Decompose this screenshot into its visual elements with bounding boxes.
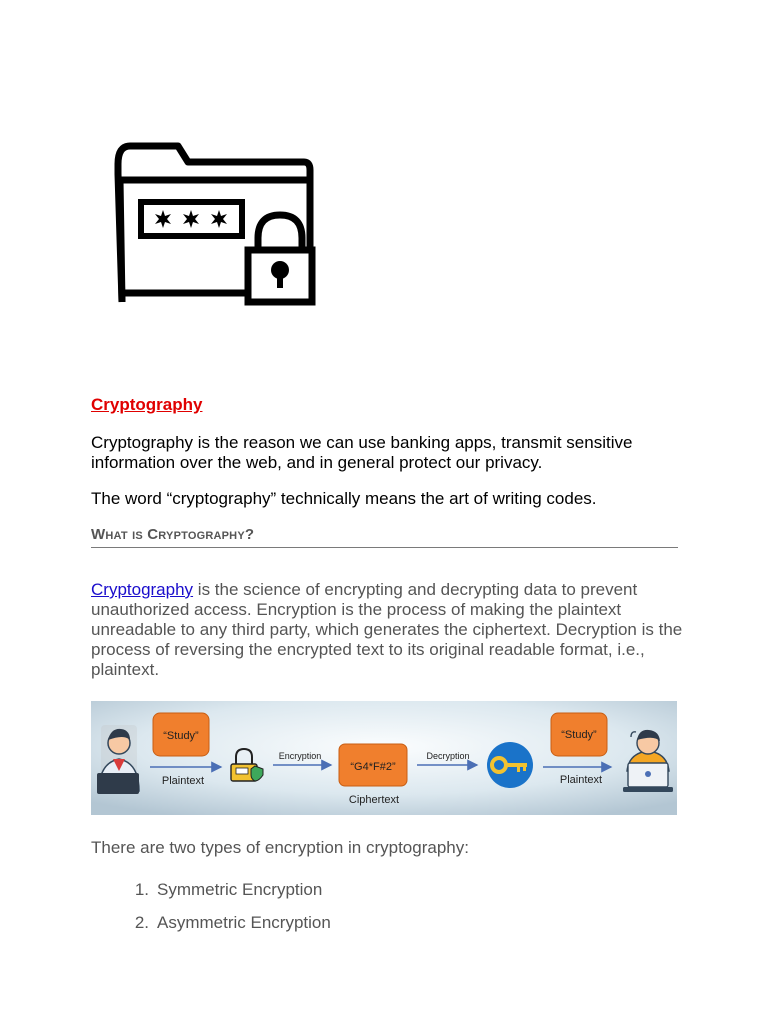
list-number: 2. xyxy=(134,913,149,932)
left-message: “Study” xyxy=(163,730,199,742)
section-heading: What is Cryptography? xyxy=(91,526,255,543)
document-title: Cryptography xyxy=(91,395,203,414)
encryption-label: Encryption xyxy=(278,751,322,761)
folder-password-lock-icon xyxy=(108,140,320,306)
list-label-asymmetric: Asymmetric Encryption xyxy=(157,913,331,932)
right-message: “Study” xyxy=(561,729,597,741)
sender-user-icon xyxy=(97,725,139,794)
cipher-message: “G4*F#2” xyxy=(350,761,396,773)
definition-text: is the science of encrypting and decrypting data to prevent unauthorized access. Encryption is the process of making the plaintext unreadable to any third party, which generates the ciphertext. Decryption is the process of reversing the encrypted text to its original readable format, i.e., plaintext. xyxy=(91,580,683,679)
right-plaintext-label: Plaintext xyxy=(559,774,603,786)
key-icon xyxy=(487,742,533,788)
encryption-diagram xyxy=(91,701,677,815)
definition-paragraph xyxy=(91,580,691,680)
cryptography-link[interactable]: Cryptography xyxy=(91,580,194,599)
list-number: 1. xyxy=(134,880,149,899)
types-intro: There are two types of encryption in cryptography: xyxy=(91,838,469,857)
list-label-symmetric: Symmetric Encryption xyxy=(157,880,323,899)
intro-paragraph-1: Cryptography is the reason we can use banking apps, transmit sensitive information over the web, and in general protect our privacy. xyxy=(91,433,633,472)
heading-divider xyxy=(91,547,678,548)
decryption-label: Decryption xyxy=(426,751,470,761)
ciphertext-label: Ciphertext xyxy=(348,794,400,806)
intro-paragraph-2: The word “cryptography” technically means the art of writing codes. xyxy=(91,489,597,508)
left-plaintext-label: Plaintext xyxy=(161,775,205,787)
